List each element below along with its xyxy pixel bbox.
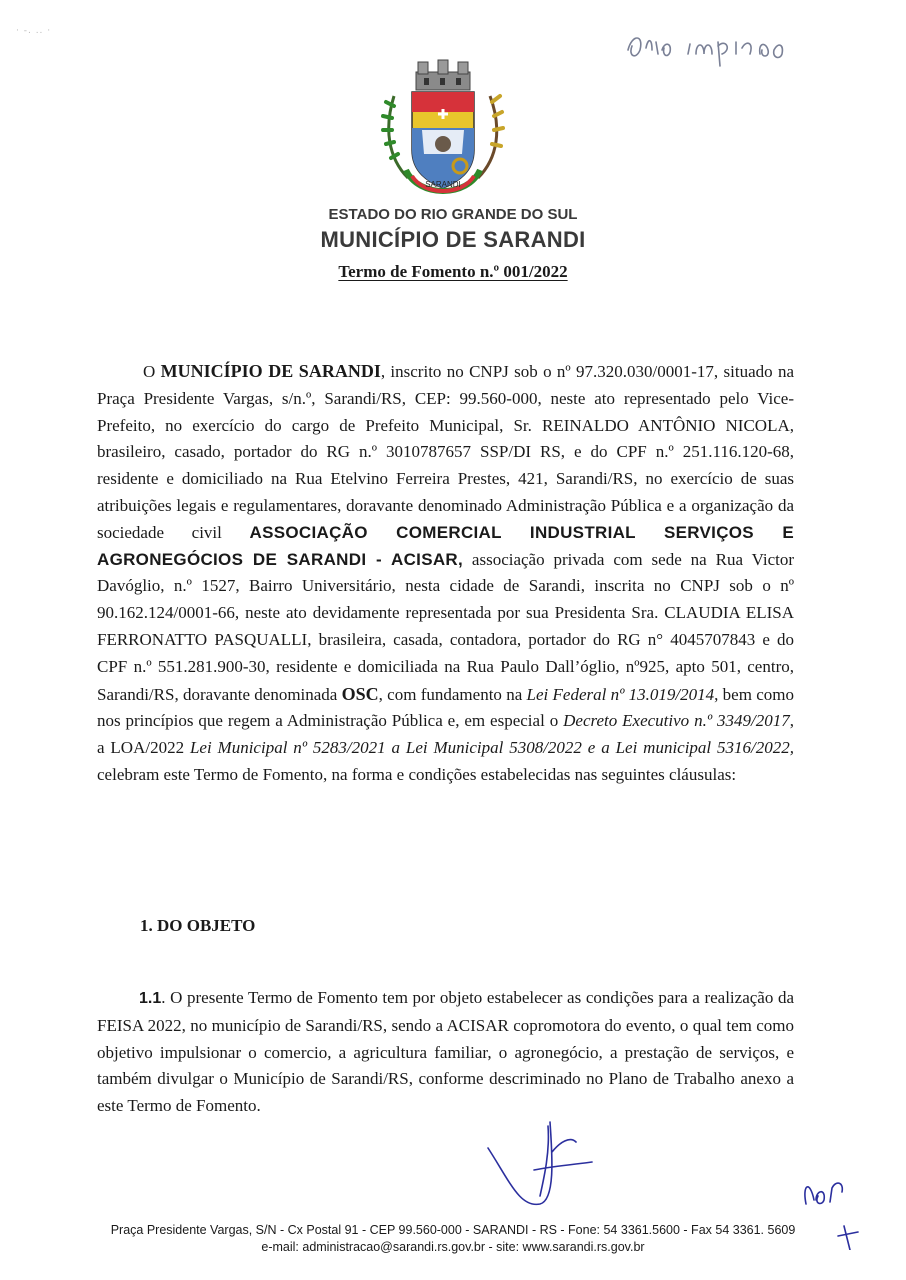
footer-contact: e-mail: administracao@sarandi.rs.gov.br - site: www.sarandi.rs.gov.br [261, 1240, 645, 1254]
section-heading-objeto: 1. DO OBJETO [140, 916, 256, 935]
clause-number: 1.1 [139, 990, 162, 1007]
municipal-coat-of-arms [378, 58, 508, 206]
state-name: ESTADO DO RIO GRANDE DO SUL [328, 206, 578, 223]
footer-address: Praça Presidente Vargas, S/N - Cx Postal 91 - CEP 99.560-000 - SARANDI - RS - Fone: 54 3361.5600 - Fax 54 3361. 5609 [110, 1223, 796, 1237]
handwritten-note [622, 20, 822, 70]
clause-1-1: 1.1. O presente Termo de Fomento tem por objeto estabelecer as condições para a realização da FEISA 2022, no município de Sarandi/RS, sendo a ACISAR copromotora do evento, o qual tem como objetivo impulsionar o comercio, a agricultura familiar, o agronegócio, a prestação de serviços, e também divulgar o Município de Sarandi/RS, conforme descriminado no Plano de Trabalho anexo a este Termo de Fomento. [97, 988, 794, 1116]
document-title: Termo de Fomento n.º 001/2022 [338, 262, 568, 281]
municipality-name: MUNICÍPIO DE SARANDI [320, 227, 586, 252]
crest-label: SARANDI [425, 180, 461, 189]
scan-noise-mark: · -. .. · [16, 26, 52, 36]
handwritten-signature [480, 1112, 620, 1212]
handwritten-initials [798, 1170, 868, 1250]
intro-paragraph: O MUNICÍPIO DE SARANDI, inscrito no CNPJ sob o nº 97.320.030/0001-17, situado na Praça Presidente Vargas, s/n.º, Sarandi/RS, CEP: 99.560-000, neste ato representado pelo Vice-Prefeito, no exercício do cargo de Prefeito Municipal, Sr. REINALDO ANTÔNIO NICOLA, brasileiro, casado, portador do RG n.º 3010787657 SSP/DI RS, e do CPF n.º 251.116.120-68, residente e domiciliado na Rua Etelvino Ferreira Prestes, 421, Sarandi/RS, no exercício de suas atribuições legais e regulamentares, doravante denominado Administração Pública e a organização da sociedade civil ASSOCIAÇÃO COMERCIAL INDUSTRIAL SERVIÇOS E AGRONEGÓCIOS DE SARANDI - ACISAR, associação privada com sede na Rua Victor Davóglio, n.º 1527, Bairro Universitário, nesta cidade de Sarandi, inscrita no CNPJ sob o nº 90.162.124/0001-66, neste ato devidamente representada por sua Presidenta Sra. CLAUDIA ELISA FERRONATTO PASQUALLI, brasileira, casada, contadora, portador do RG n° 4045707843 e do CPF n.º 551.281.900-30, residente e domiciliada na Rua Paulo Dall’óglio, nº925, apto 501, centro, Sarandi/RS, doravante denominada OSC, com fundamento na Lei Federal nº 13.019/2014, bem como nos princípios que regem a Administração Pública e, em especial o Decreto Executivo n.º 3349/2017, a LOA/2022 Lei Municipal nº 5283/2021 a Lei Municipal 5308/2022 e a Lei municipal 5316/2022, celebram este Termo de Fomento, na forma e condições estabelecidas nas seguintes cláusulas: [97, 361, 794, 784]
